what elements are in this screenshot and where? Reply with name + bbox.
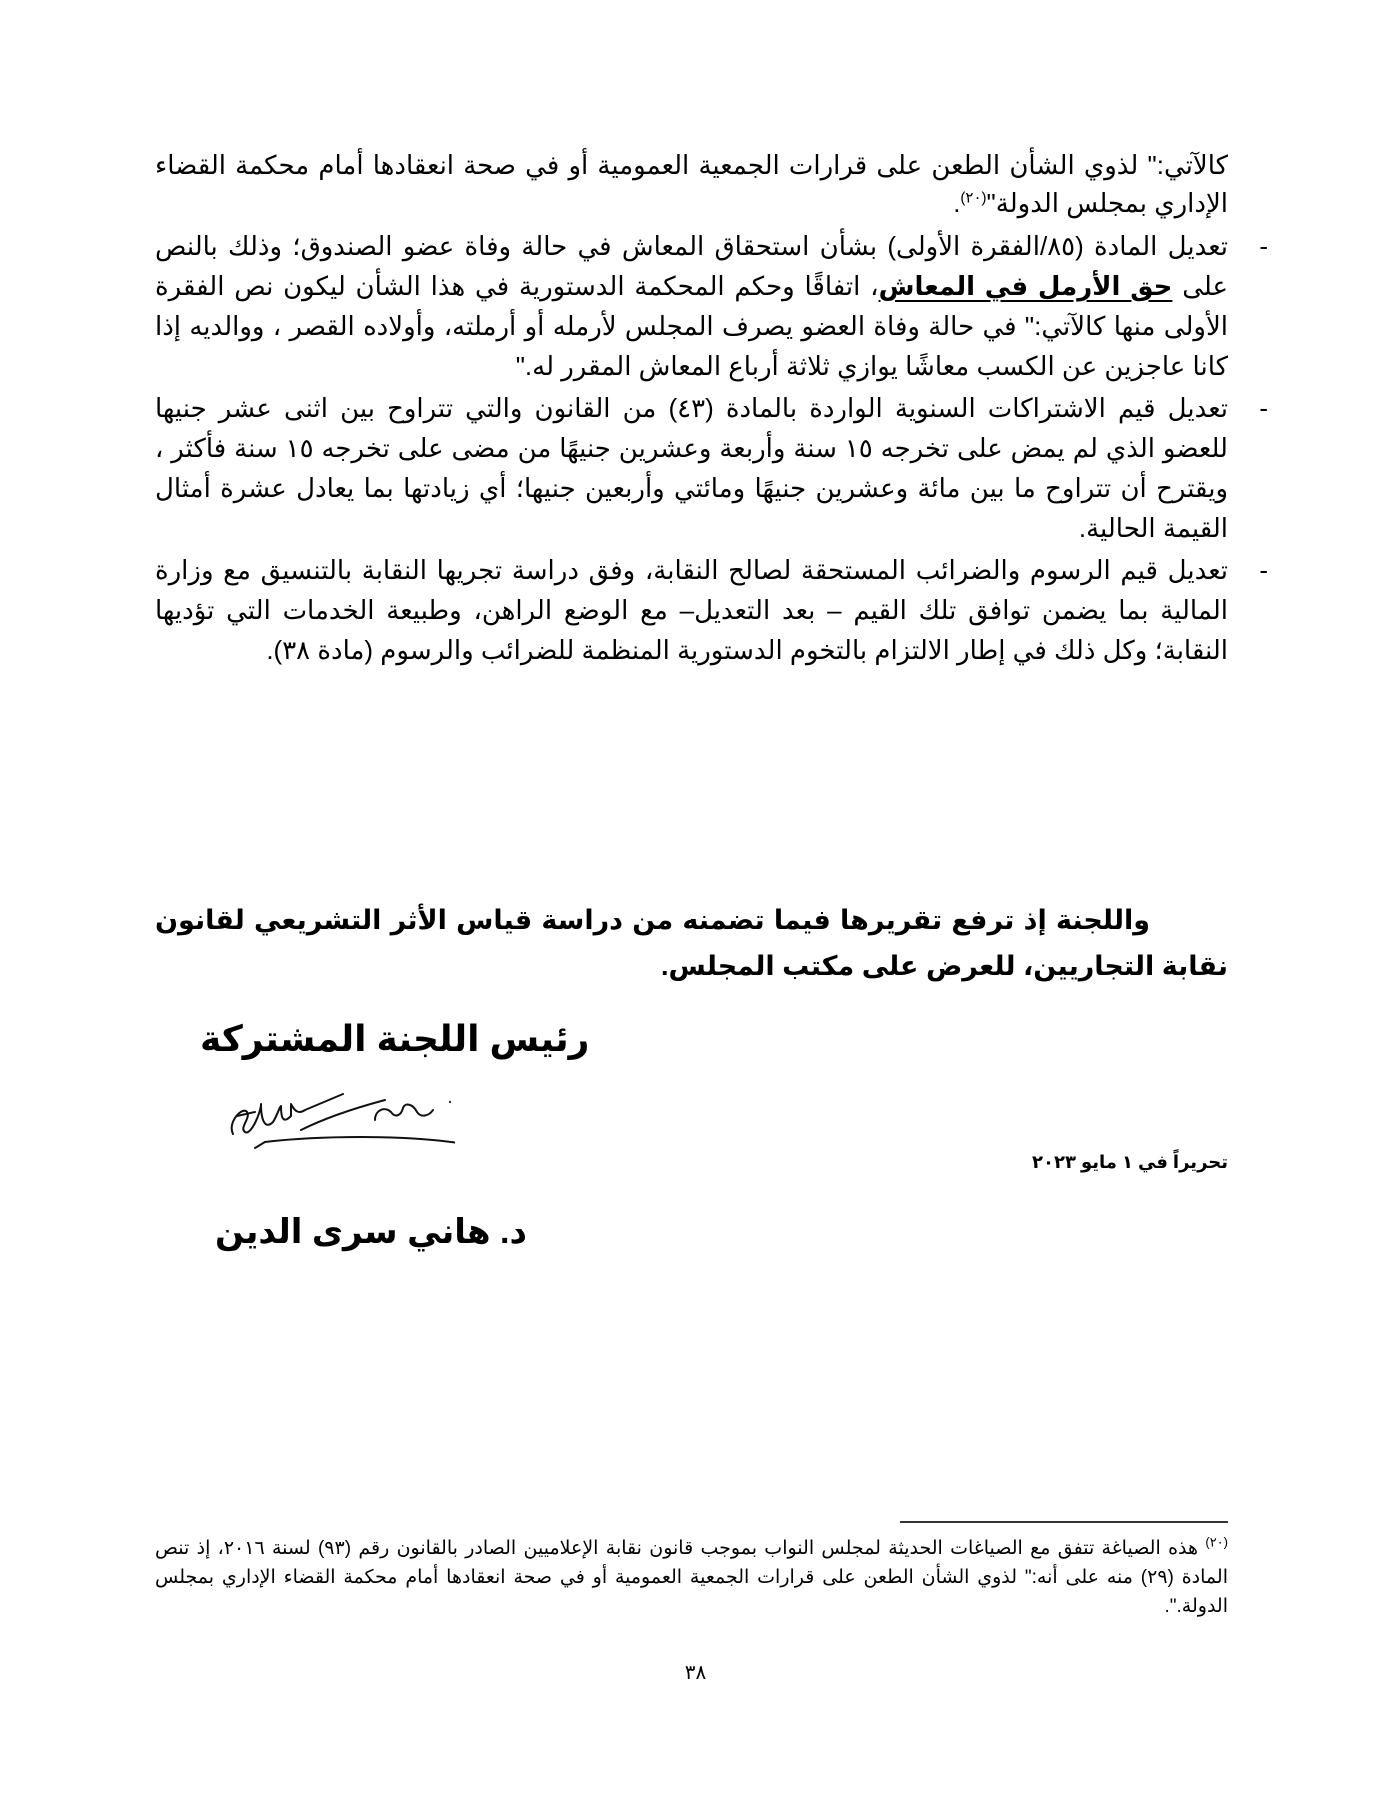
list-item-text: تعديل قيم الرسوم والضرائب المستحقة لصالح النقابة، وفق دراسة تجريها النقابة بالتنسيق مع وزارة المالية بما يضمن توافق تلك القيم – بعد التعديل– مع الوضع الراهن، وطبيعة الخدمات التي تؤديها النقابة؛ وكل ذلك في إطار الالتزام بالتخوم الدستورية المنظمة للضرائب والرسوم (مادة ٣٨). bbox=[155, 555, 1228, 665]
list-item-text: تعديل قيم الاشتراكات السنوية الواردة بالمادة (٤٣) من القانون والتي تتراوح بين اثنى عشر جنيها للعضو الذي لم يمض على تخرجه ١٥ سنة وأربعة وعشرين جنيهًا من مضى على تخرجه ١٥ سنة فأكثر ، ويقترح أن تتراوح ما بين مائة وعشرين جنيهًا ومائتي وأربعين جنيها؛ أي زيادتها بما يعادل عشرة أمثال القيمة الحالية. bbox=[155, 393, 1228, 543]
signatory-name: د. هاني سرى الدين bbox=[215, 1213, 527, 1251]
issue-date: تحريراً في ١ مايو ٢٠٢٣ bbox=[1032, 1152, 1228, 1172]
bullet-dash-icon: - bbox=[1259, 231, 1268, 261]
page-number: ٣٨ bbox=[684, 1660, 707, 1684]
paragraph-end: . bbox=[953, 188, 961, 218]
continued-paragraph-text: كالآتي:" لذوي الشأن الطعن على قرارات الجمعية العمومية أو في صحة انعقادها أمام محكمة القضاء الإداري بمجلس الدولة" bbox=[155, 150, 1228, 218]
handwritten-signature-icon bbox=[225, 1082, 455, 1152]
list-item bbox=[155, 388, 1268, 548]
closing-statement: واللجنة إذ ترفع تقريرها فيما تضمنه من دراسة قياس الأثر التشريعي لقانون نقابة التجاريين، للعرض على مكتب المجلس. bbox=[155, 905, 1228, 981]
list-item-text: تعديل المادة (٨٥/الفقرة الأولى) بشأن استحقاق المعاش في حالة وفاة عضو الصندوق؛ وذلك بالنص على bbox=[155, 231, 1229, 301]
list-item-text-after: ، اتفاقًا وحكم المحكمة الدستورية في هذا الشأن ليكون نص الفقرة الأولى منها كالآتي:" في حالة وفاة العضو يصرف المجلس لأرمله أو أرملته، وأولاده القصر ، ووالديه إذا كانا عاجزين عن الكسب معاشًا يوازي ثلاثة أرباع المعاش المقرر له." bbox=[155, 271, 1228, 381]
footnote-marker: (٢٠) bbox=[1205, 1534, 1228, 1550]
list-item bbox=[155, 226, 1268, 386]
body-text bbox=[155, 146, 1268, 672]
bullet-dash-icon: - bbox=[1259, 393, 1268, 423]
footnote bbox=[155, 1534, 1228, 1621]
footnote-separator bbox=[900, 1521, 1228, 1523]
emphasized-phrase: حق الأرمل في المعاش bbox=[878, 271, 1173, 301]
signatory-title: رئيس اللجنة المشتركة bbox=[200, 1018, 590, 1059]
continued-paragraph bbox=[155, 146, 1228, 222]
footnote-reference[interactable]: (٢٠) bbox=[960, 189, 987, 207]
amendments-list bbox=[155, 226, 1268, 670]
footnote-text: هذه الصياغة تتفق مع الصياغات الحديثة لمجلس النواب بموجب قانون نقابة الإعلاميين الصادر بالقانون رقم (٩٣) لسنة ٢٠١٦، إذ تنص المادة (٢٩) منه على أنه:" لذوي الشأن الطعن على قرارات الجمعية العمومية أو في صحة انعقادها أمام محكمة القضاء الإداري بمجلس الدولة.". bbox=[155, 1538, 1228, 1617]
list-item bbox=[155, 550, 1268, 670]
bullet-dash-icon: - bbox=[1259, 555, 1268, 585]
